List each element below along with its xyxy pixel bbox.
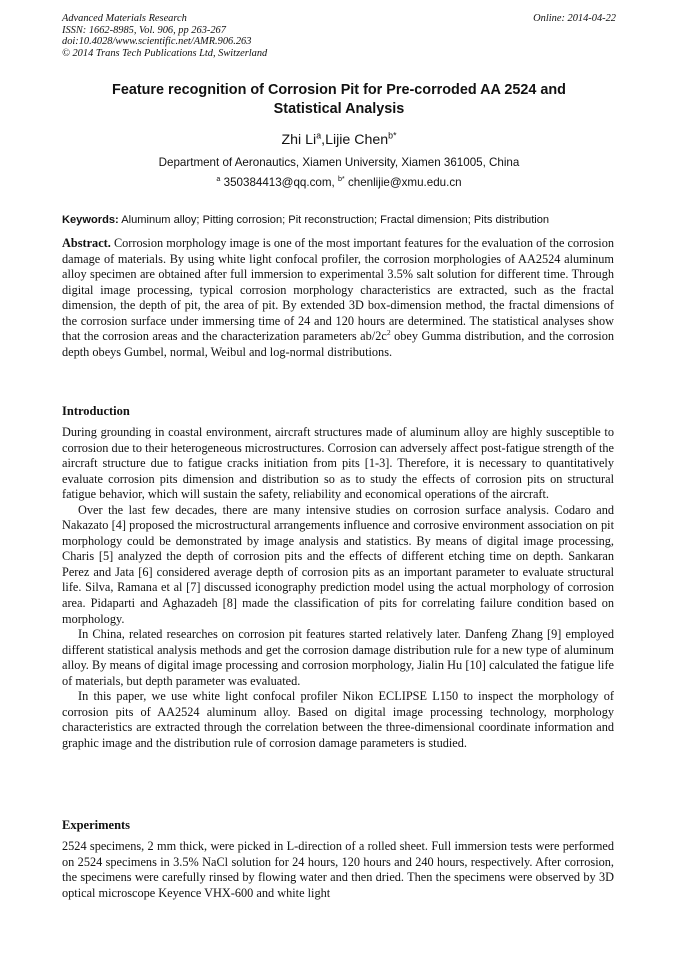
- experiments-paragraph-1: 2524 specimens, 2 mm thick, were picked in L-direction of a rolled sheet. Full immersion tests were performed on 2524 specimens in 3.5% NaCl solution for 24 hours, 120 hours and 240 hours, respectively. After corrosion, the specimens were carefully rinsed by flowing water and then dried. Then the specimens were observed by 3D optical microscope Keyence VHX-600 and white light: [62, 839, 614, 900]
- email-a-marker: a: [216, 174, 221, 184]
- keywords: [62, 213, 618, 227]
- email-b-marker: b*: [337, 174, 345, 184]
- title-line-2: Statistical Analysis: [273, 101, 405, 117]
- journal-name: Advanced Materials Research: [62, 13, 187, 24]
- keywords-label: Keywords:: [62, 214, 119, 226]
- email-a: 350384413@qq.com,: [223, 176, 335, 189]
- abstract-superscript: 2: [386, 328, 391, 338]
- affiliation: Department of Aeronautics, Xiamen University, Xiamen 361005, China: [158, 156, 520, 169]
- author-2-marker: b*: [388, 130, 397, 141]
- intro-paragraph-4: In this paper, we use white light confocal profiler Nikon ECLIPSE L150 to inspect the morphology of corrosion pits of AA2524 aluminum alloy. Based on digital image processing technology, morphology characteristics are extracted through the correlation between the three-dimensional coordinate information and graphic image and the distribution rule of corrosion damage parameters is studied.: [62, 689, 614, 750]
- author-emails: [62, 176, 616, 190]
- issn-line: ISSN: 1662-8985, Vol. 906, pp 263-267: [62, 24, 226, 36]
- doi-line: doi:10.4028/www.scientific.net/AMR.906.263: [62, 36, 252, 48]
- section-heading-experiments: Experiments: [62, 818, 131, 832]
- intro-paragraph-2: Over the last few decades, there are many intensive studies on corrosion surface analysis. Codaro and Nakazato [4] proposed the microstructural arrangements influence and corrosive environment association on pit morphology could be demonstrated by image analysis and statistics. By means of digital image processing, Charis [5] analyzed the depth of corrosion pits and the effects of different etching time on depth. Sankaran Perez and Jata [6] considered average depth of corrosion pits as an important parameter to evaluate structural life. Silva, Ramana et al [7] discussed iconography prediction model using the actual morphology of corrosion area. Pidaparti and Aghazadeh [8] made the classification of pits for correlating failure condition based on morphology.: [62, 502, 614, 626]
- section-heading-introduction: Introduction: [62, 404, 130, 418]
- abstract: [62, 236, 614, 360]
- email-b: chenlijie@xmu.edu.cn: [347, 176, 462, 189]
- keywords-text: Aluminum alloy; Pitting corrosion; Pit reconstruction; Fractal dimension; Pits distribution: [121, 214, 550, 226]
- author-1-marker: a: [316, 130, 322, 141]
- author-2-name: Lijie Chen: [325, 132, 389, 148]
- journal-header: [62, 13, 616, 59]
- copyright-line: © 2014 Trans Tech Publications Ltd, Switzerland: [62, 47, 268, 59]
- intro-paragraph-1: During grounding in coastal environment, aircraft structures made of aluminum alloy are highly susceptible to corrosion due to their heterogeneous microstructures. Corrosion can adversely affect post-fatigue strength of the aircraft structure due to fatigue cracks initiation from pits [1-3]. Therefore, it is necessary to quantitatively evaluate corrosion pits dimension and distribution so as to study the effects of corrosion pits on structural fatigue behavior, which will sustain the safety, reliability and economical operations of the aircraft.: [62, 425, 614, 502]
- online-date: Online: 2014-04-22: [533, 13, 616, 24]
- author-separator: ,: [321, 132, 326, 148]
- abstract-text-1: Corrosion morphology image is one of the most important features for the evaluation of the corrosion damage of materials. By using white light confocal profiler, the corrosion morphologies of AA2524 aluminum alloy specimen are obtained after full immersion to experimental 3.5% salt solution for different time. Through digital image processing, typical corrosion morphology characteristics are extracted, such as the fractal dimension, the depth of pit, the area of pit. By extended 3D box-dimension method, the fractal dimensions of the corrosion surface under immersing time of 24 and 120 hours are determined. The statistical analyses show that the corrosion areas and the characterization parameters ab/2c: [62, 236, 614, 344]
- abstract-text-2: obey Gumma distribution, and the corrosion depth obeys Gumbel, normal, Weibul and log-normal distributions.: [62, 329, 614, 359]
- introduction-body: [62, 425, 614, 751]
- experiments-body: [62, 839, 614, 901]
- abstract-label: Abstract.: [62, 236, 111, 250]
- author-1-name: Zhi Li: [281, 132, 317, 148]
- title-line-1: Feature recognition of Corrosion Pit for Pre-corroded AA 2524 and: [112, 82, 566, 98]
- author-list: [62, 131, 616, 149]
- paper-title: [62, 81, 616, 119]
- intro-paragraph-3: In China, related researches on corrosion pit features started relatively later. Danfeng Zhang [9] employed different statistical analysis methods and get the corrosion damage distribution rule for a new type of aluminum alloy. By means of digital image processing and corrosion morphology, Jialin Hu [10] calculated the fatigue life of materials, but depth parameter was evaluated.: [62, 627, 614, 688]
